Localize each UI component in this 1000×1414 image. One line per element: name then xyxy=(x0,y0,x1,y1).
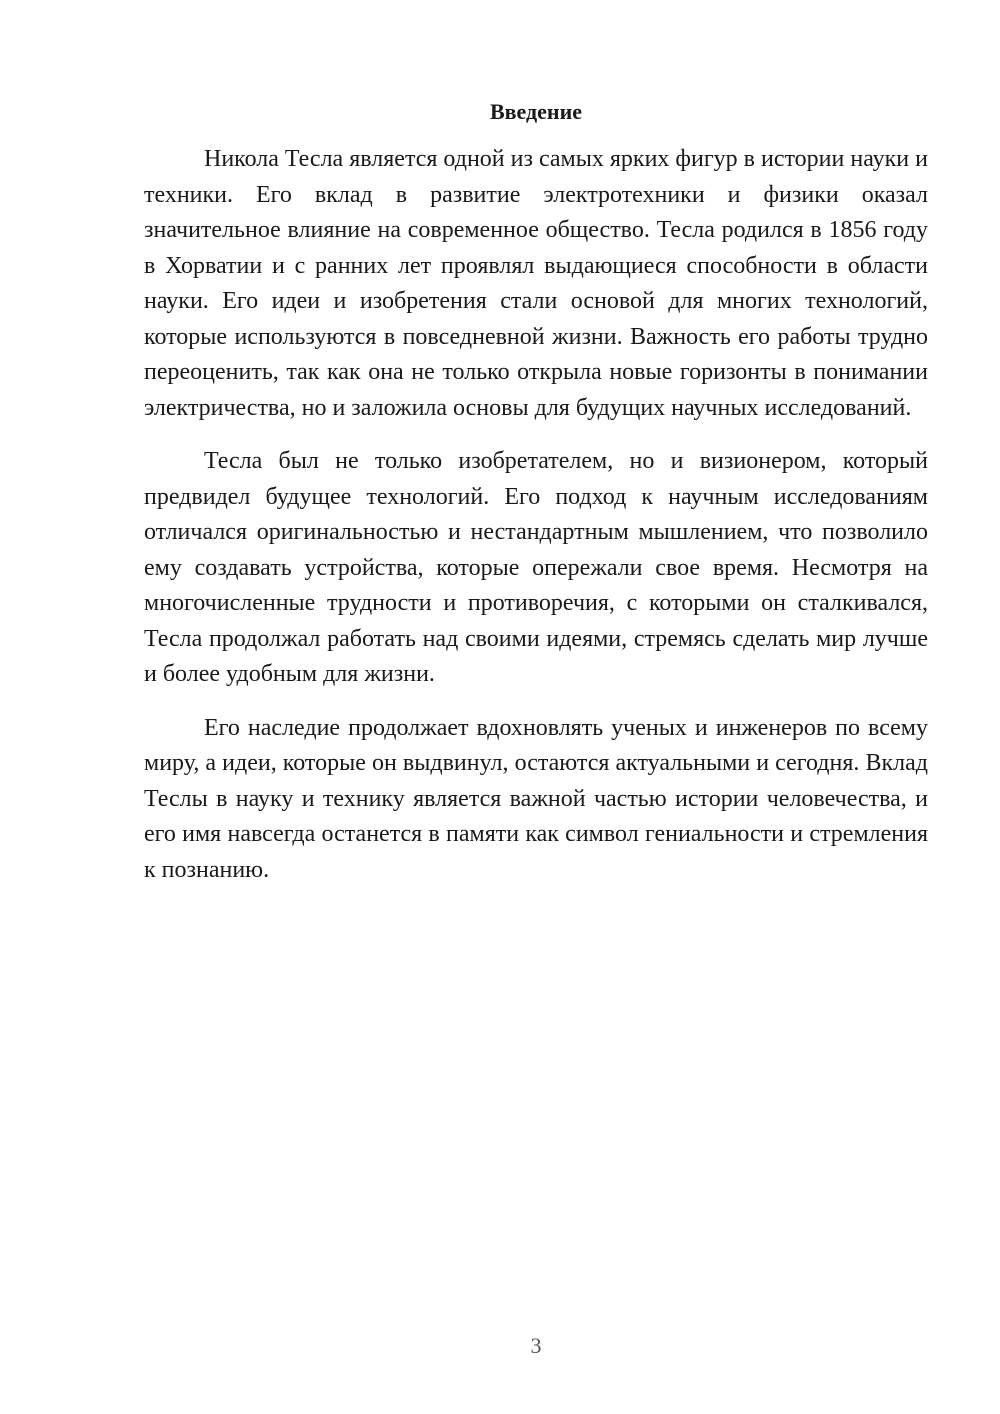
paragraph: Никола Тесла является одной из самых ярких фигур в истории науки и техники. Его вклад в развитие электротехники и физики оказал значительное влияние на современное общество. Тесла родился в 1856 году в Хорватии и с ранних лет проявлял выдающиеся способности в области науки. Его идеи и изобретения стали основой для многих технологий, которые используются в повседневной жизни. Важность его работы трудно переоценить, так как она не только открыла новые горизонты в понимании электричества, но и заложила основы для будущих научных исследований. xyxy=(144,146,928,421)
paragraph: Его наследие продолжает вдохновлять ученых и инженеров по всему миру, а идеи, которые он выдвинул, остаются актуальными и сегодня. Вклад Теслы в науку и технику является важной частью истории человечества, и его имя навсегда останется в памяти как символ гениальности и стремления к познанию. xyxy=(144,714,928,883)
section-heading: Введение xyxy=(489,99,583,124)
document-body xyxy=(144,142,928,906)
page-number: 3 xyxy=(530,1333,542,1358)
paragraph: Тесла был не только изобретателем, но и визионером, который предвидел будущее технологий. Его подход к научным исследованиям отличался оригинальностью и нестандартным мышлением, что позволило ему создавать устройства, которые опережали свое время. Несмотря на многочисленные трудности и противоречия, с которыми он сталкивался, Тесла продолжал работать над своими идеями, стремясь сделать мир лучше и более удобным для жизни. xyxy=(144,448,928,687)
